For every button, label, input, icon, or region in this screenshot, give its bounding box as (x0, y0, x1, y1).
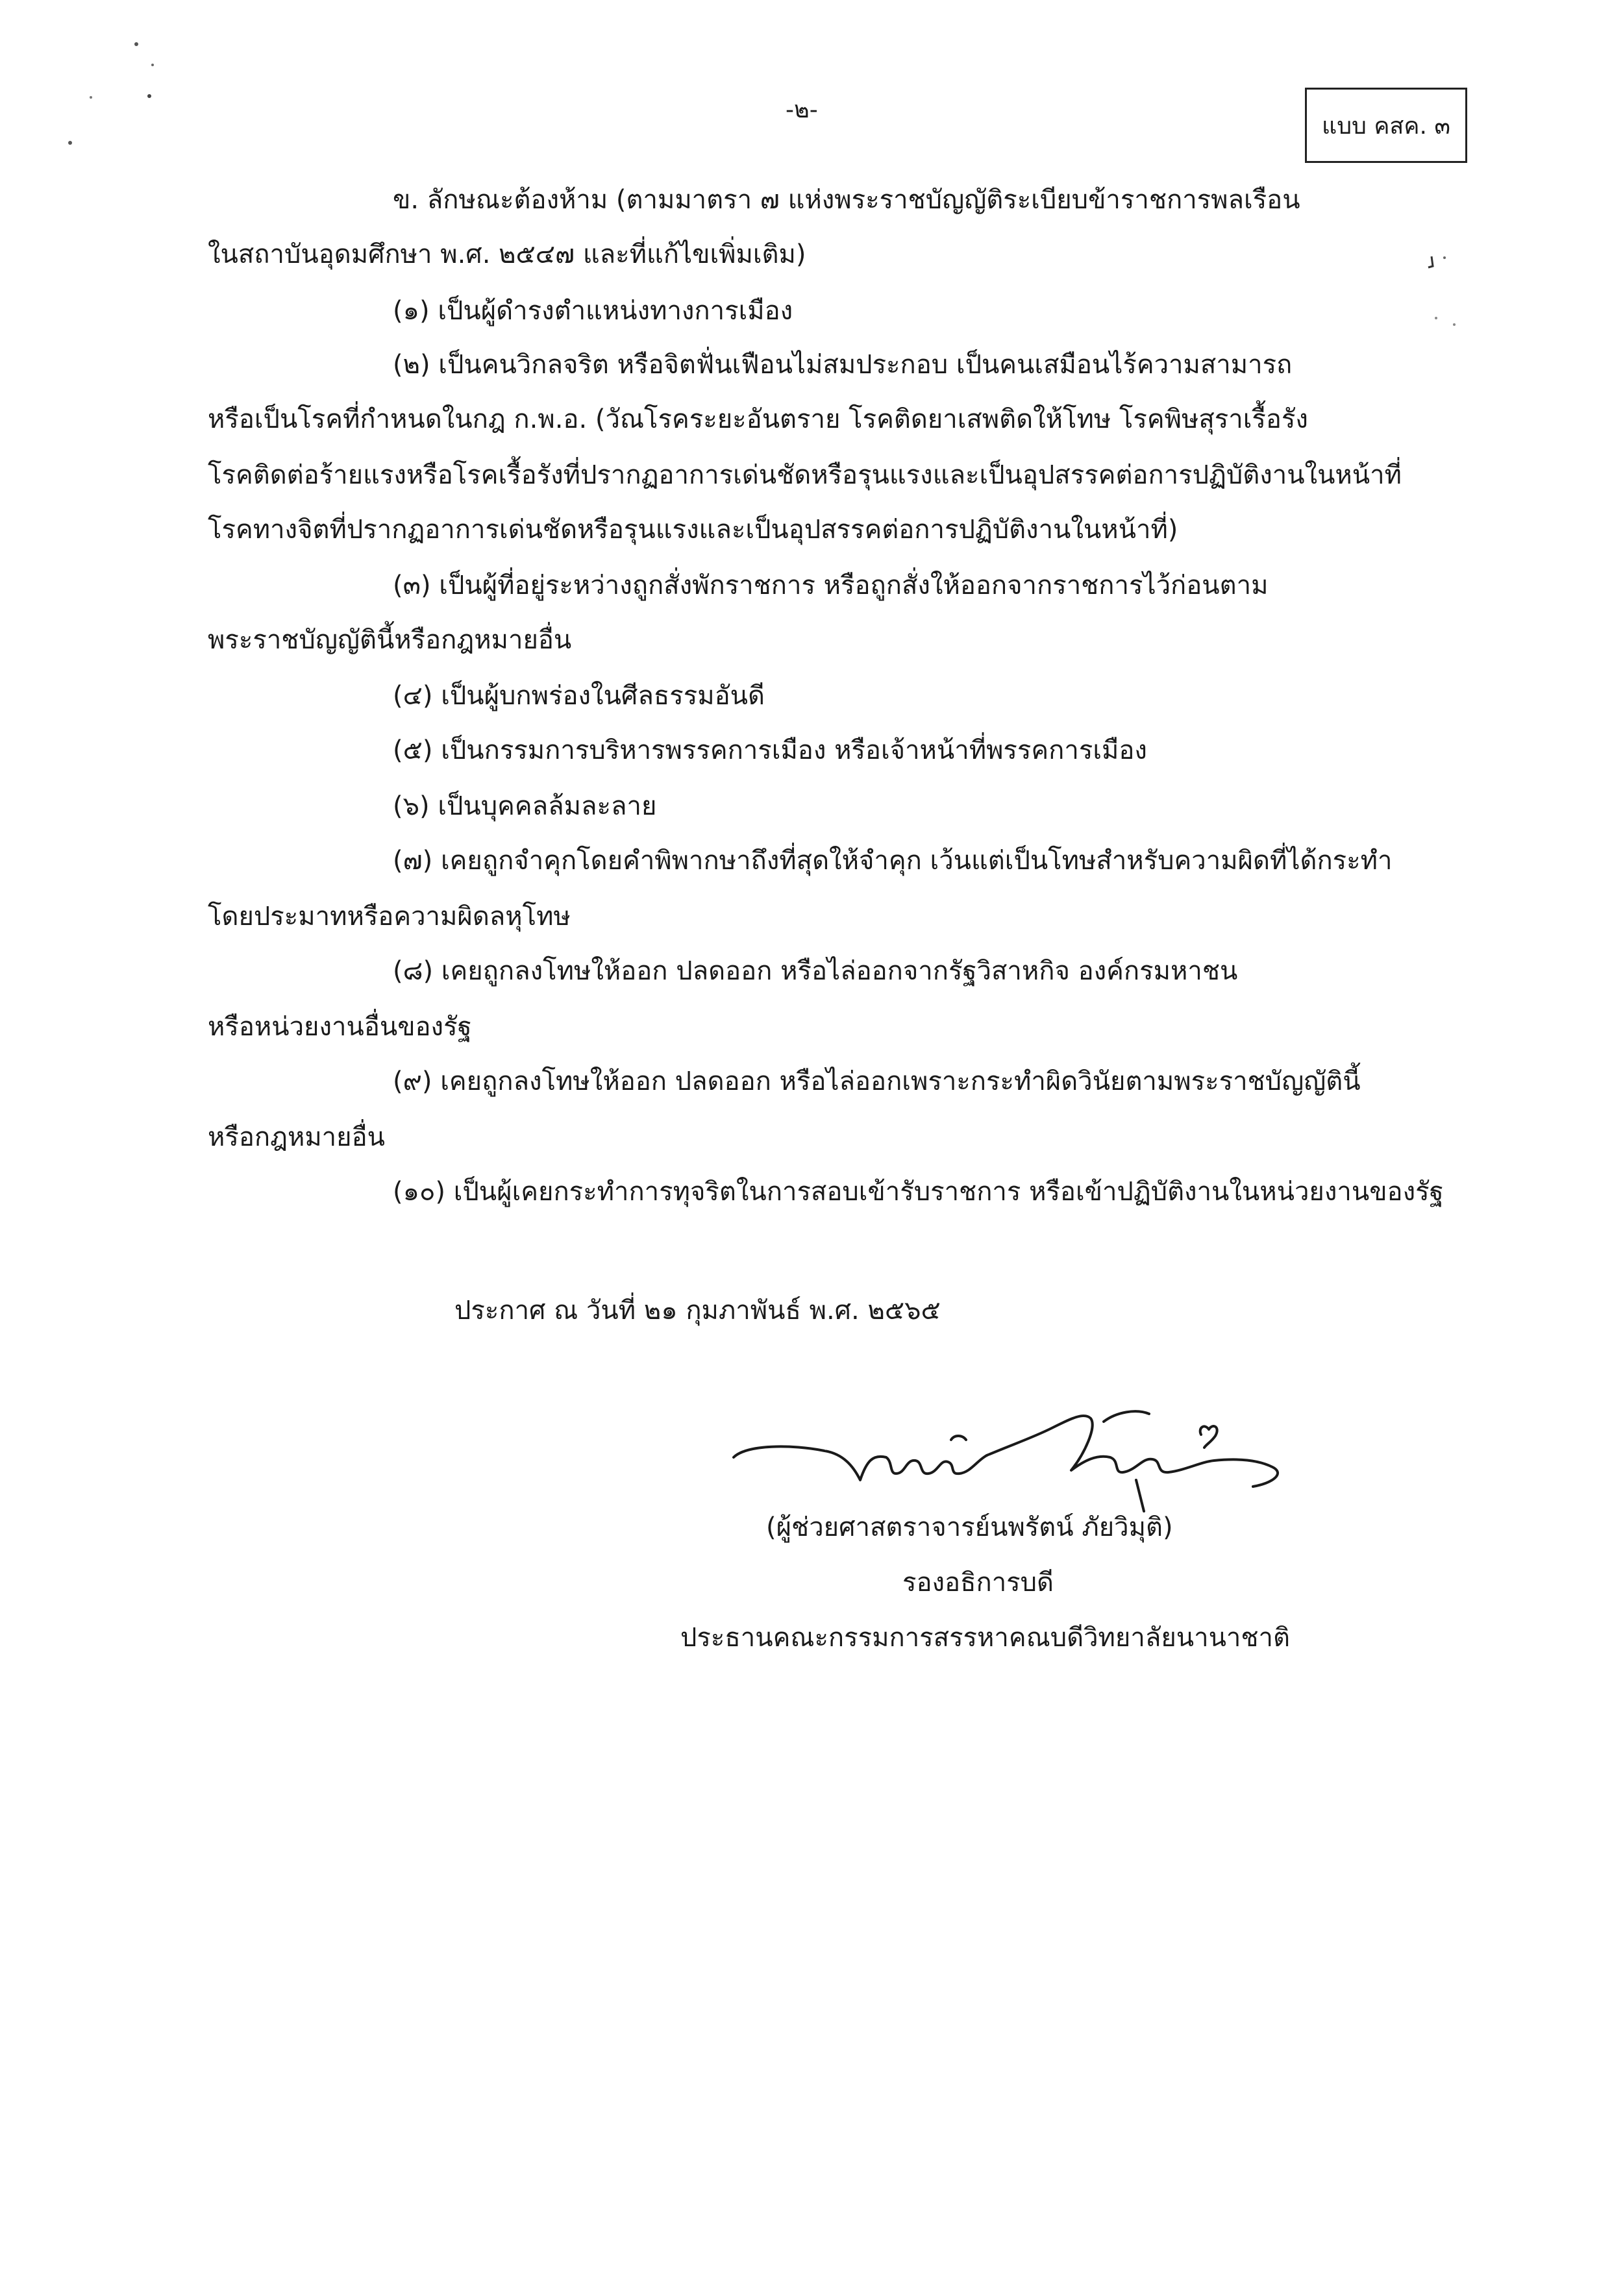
form-code: แบบ คสค. ๓ (1322, 112, 1450, 140)
item-2-line-1: (๒) เป็นคนวิกลจริต หรือจิตฟั่นเฟือนไม่สมประกอบ เป็นคนเสมือนไร้ความสามารถ (393, 350, 1293, 380)
item-3-line-1: (๓) เป็นผู้ที่อยู่ระหว่างถูกสั่งพักราชการ หรือถูกสั่งให้ออกจากราชการไว้ก่อนตาม (393, 571, 1269, 600)
item-2-line-4: โรคทางจิตที่ปรากฏอาการเด่นชัดหรือรุนแรงและเป็นอุปสรรคต่อการปฏิบัติงานในหน้าที่) (208, 515, 1178, 545)
item-8-line-2: หรือหน่วยงานอื่นของรัฐ (208, 1012, 472, 1042)
form-code-box (1305, 88, 1467, 163)
item-4: (๔) เป็นผู้บกพร่องในศีลธรรมอันดี (393, 681, 765, 711)
signature-image (721, 1383, 1305, 1512)
item-7-line-2: โดยประมาทหรือความผิดลหุโทษ (208, 902, 571, 932)
item-2-line-3: โรคติดต่อร้ายแรงหรือโรคเรื้อรังที่ปรากฏอาการเด่นชัดหรือรุนแรงและเป็นอุปสรรคต่อการปฏิบัติงานในหน้าที่ (208, 460, 1402, 490)
item-5: (๕) เป็นกรรมการบริหารพรรคการเมือง หรือเจ้าหน้าที่พรรคการเมือง (393, 735, 1147, 765)
item-3-line-2: พระราชบัญญัตินี้หรือกฎหมายอื่น (208, 625, 572, 655)
heading-line-2: ในสถาบันอุดมศึกษา พ.ศ. ๒๕๔๗ และที่แก้ไขเพิ่มเติม) (208, 240, 806, 269)
item-6: (๖) เป็นบุคคลล้มละลาย (393, 791, 657, 821)
item-10: (๑๐) เป็นผู้เคยกระทำการทุจริตในการสอบเข้ารับราชการ หรือเข้าปฏิบัติงานในหน่วยงานของรัฐ (393, 1177, 1444, 1207)
signatory-role: ประธานคณะกรรมการสรรหาคณบดีวิทยาลัยนานาชาติ (680, 1623, 1290, 1653)
item-9-line-2: หรือกฎหมายอื่น (208, 1122, 385, 1152)
item-2-line-2: หรือเป็นโรคที่กำหนดในกฎ ก.พ.อ. (วัณโรคระยะอันตราย โรคติดยาเสพติดให้โทษ โรคพิษสุราเรื้อรัง (208, 404, 1308, 434)
signatory-name: (ผู้ช่วยศาสตราจารย์นพรัตน์ ภัยวิมุติ) (766, 1512, 1173, 1542)
item-1: (๑) เป็นผู้ดำรงตำแหน่งทางการเมือง (393, 296, 793, 326)
heading-line-1: ข. ลักษณะต้องห้าม (ตามมาตรา ๗ แห่งพระราชบัญญัติระเบียบข้าราชการพลเรือน (393, 185, 1300, 215)
item-7-line-1: (๗) เคยถูกจำคุกโดยคำพิพากษาถึงที่สุดให้จำคุก เว้นแต่เป็นโทษสำหรับความผิดที่ได้กระทำ (393, 846, 1393, 876)
signatory-position: รองอธิการบดี (902, 1568, 1054, 1598)
item-9-line-1: (๙) เคยถูกลงโทษให้ออก ปลดออก หรือไล่ออกเพราะกระทำผิดวินัยตามพระราชบัญญัตินี้ (393, 1067, 1361, 1096)
announcement-date: ประกาศ ณ วันที่ ๒๑ กุมภาพันธ์ พ.ศ. ๒๕๖๕ (454, 1296, 941, 1326)
page-number: -๒- (786, 97, 818, 123)
item-8-line-1: (๘) เคยถูกลงโทษให้ออก ปลดออก หรือไล่ออกจากรัฐวิสาหกิจ องค์กรมหาชน (393, 956, 1238, 986)
